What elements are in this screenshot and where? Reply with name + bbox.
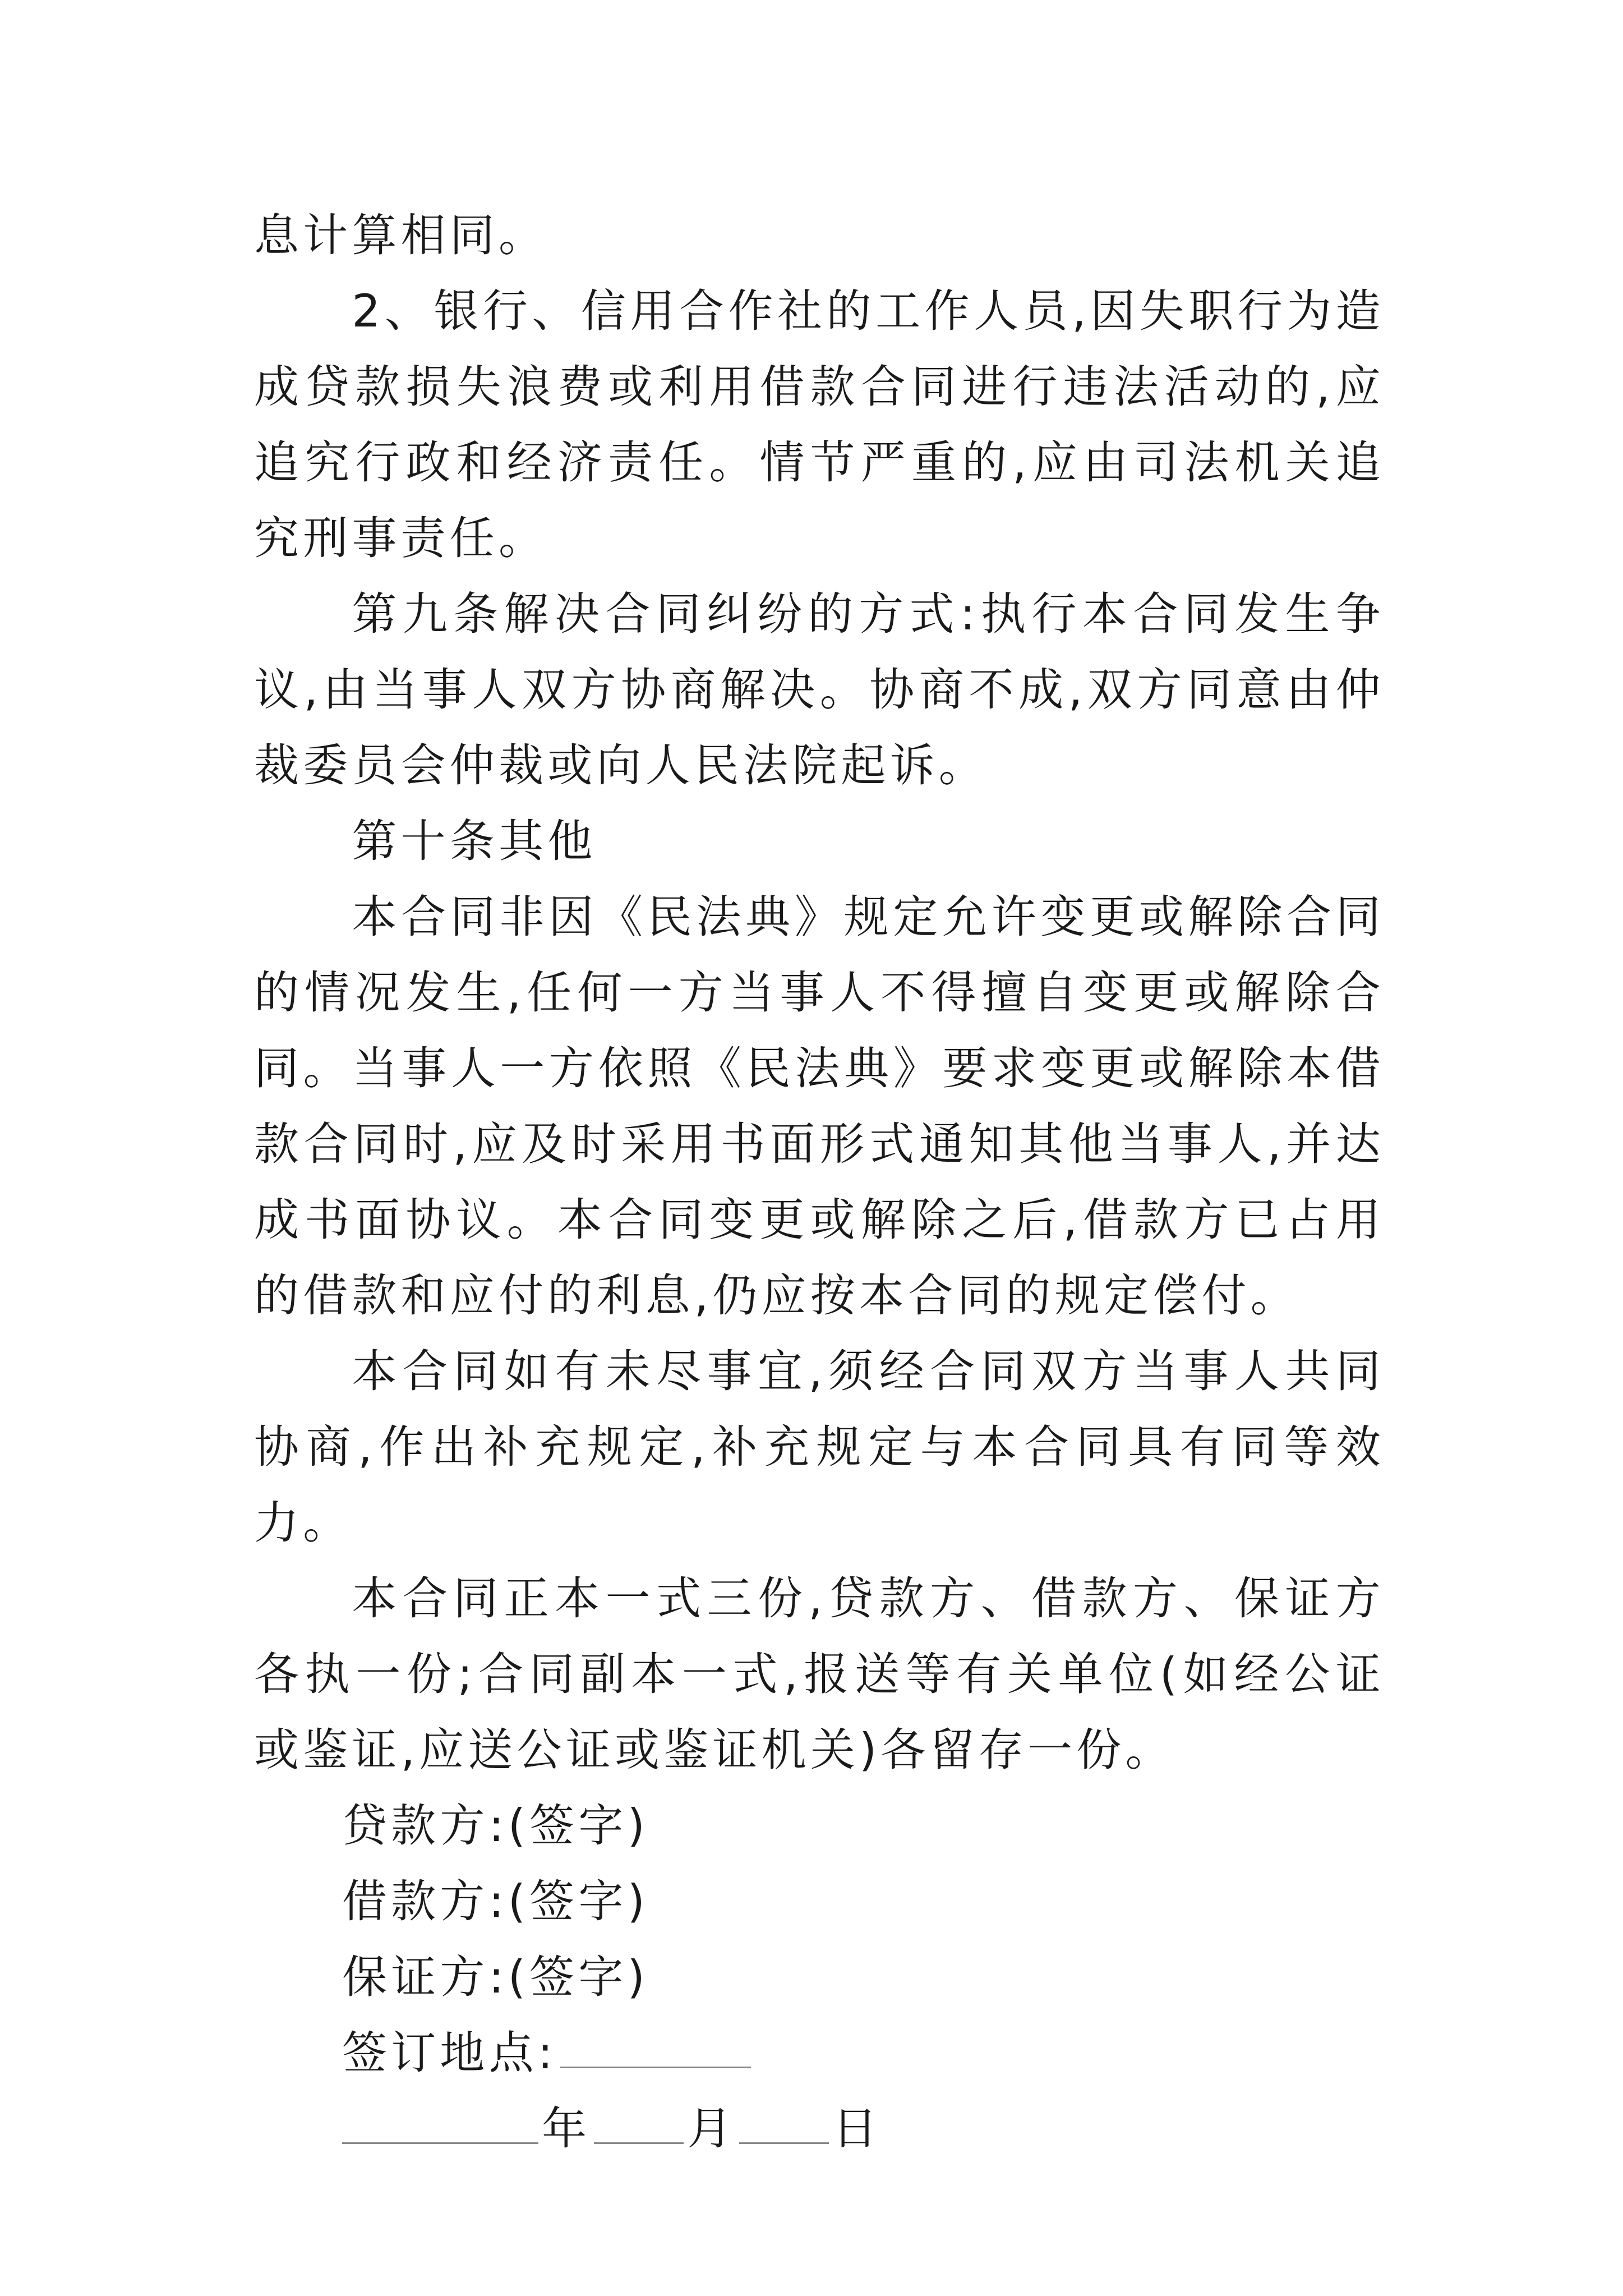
- month-blank[interactable]: [594, 2102, 684, 2144]
- signing-place-blank[interactable]: [560, 2026, 751, 2068]
- paragraph-article-9-dispute: 第九条解决合同纠纷的方式:执行本合同发生争议,由当事人双方协商解决。协商不成,双方同意由仲裁委员会仲裁或向人民法院起诉。: [254, 588, 1385, 792]
- borrower-signature-line: 借款方:(签字): [342, 1875, 649, 1927]
- month-label: 月: [687, 2102, 736, 2155]
- paragraph-supplement: 本合同如有未尽事宜,须经合同双方当事人共同协商,作出补充规定,补充规定与本合同具有同等效力。: [254, 1345, 1385, 1549]
- paragraph-modification: 本合同非因《民法典》规定允许变更或解除合同的情况发生,任何一方当事人不得擅自变更或解除合同。当事人一方依照《民法典》要求变更或解除本借款合同时,应及时采用书面形式通知其他当事人,并达成书面协议。本合同变更或解除之后,借款方已占用的借款和应付的利息,仍应按本合同的规定偿付。: [254, 891, 1385, 1322]
- lender-signature-line: 贷款方:(签字): [342, 1800, 649, 1852]
- paragraph-interest-calc: 息计算相同。: [254, 209, 548, 261]
- signing-place-line: [254, 2015, 1385, 2091]
- contract-page: [254, 197, 1385, 2166]
- day-blank[interactable]: [739, 2102, 829, 2144]
- guarantor-signature-line: 保证方:(签字): [342, 1951, 649, 2003]
- date-line: [254, 2091, 1385, 2166]
- paragraph-article-10-heading: 第十条其他: [352, 815, 597, 867]
- year-blank[interactable]: [342, 2102, 538, 2144]
- day-label: 日: [832, 2102, 882, 2155]
- year-label: 年: [542, 2102, 591, 2155]
- paragraph-staff-liability: 2、银行、信用合作社的工作人员,因失职行为造成贷款损失浪费或利用借款合同进行违法活动的,应追究行政和经济责任。情节严重的,应由司法机关追究刑事责任。: [254, 285, 1385, 564]
- paragraph-copies: 本合同正本一式三份,贷款方、借款方、保证方各执一份;合同副本一式,报送等有关单位(如经公证或鉴证,应送公证或鉴证机关)各留存一份。: [254, 1572, 1385, 1776]
- signing-place-label: 签订地点:: [342, 2027, 557, 2079]
